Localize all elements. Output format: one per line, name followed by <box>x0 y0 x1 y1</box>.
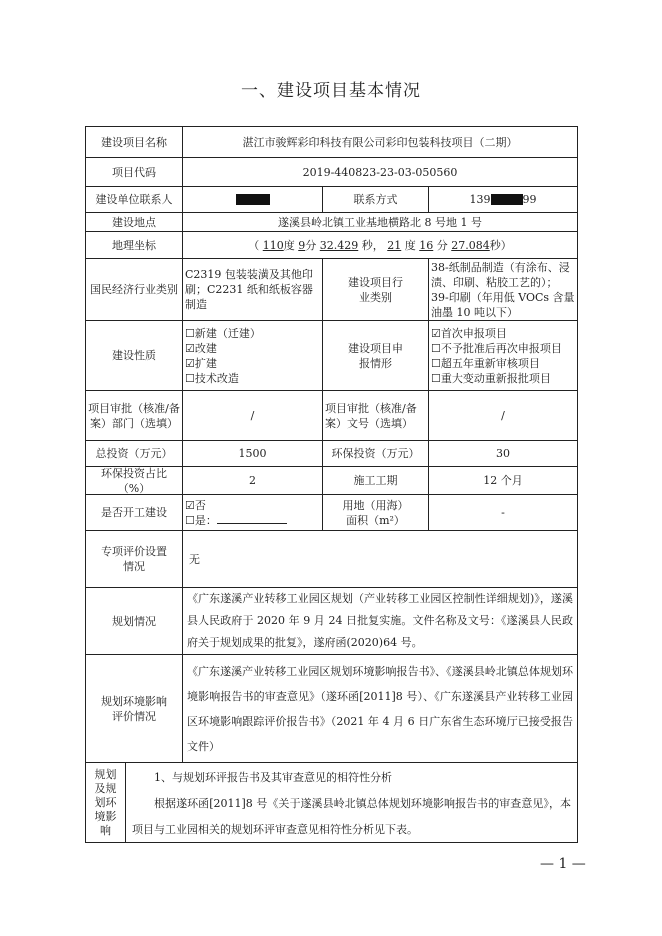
checkbox-yes[interactable]: ☐是： <box>185 513 217 527</box>
started-options <box>182 494 323 531</box>
value-env-investment: 30 <box>428 440 578 467</box>
section-title: 一、建设项目基本情况 <box>241 81 421 101</box>
label-analysis: 规划及规划环境影响 <box>85 762 126 843</box>
checkbox-major-change[interactable]: ☐重大变动重新报批项目 <box>431 371 551 385</box>
value-industry: C2319 包装装潢及其他印刷；C2231 纸和纸板容器制造 <box>182 258 323 321</box>
label-special-eval: 专项评价设置情况 <box>85 530 183 588</box>
value-project-name: 湛江市骏辉彩印科技有限公司彩印包装科技项目（二期） <box>182 126 578 158</box>
value-land-area: - <box>428 494 578 531</box>
analysis-content <box>125 762 578 843</box>
analysis-body: 根据遂环函[2011]8 号《关于遂溪县岭北镇总体规划环境影响报告书的审查意见》，本项目与工业园相关的规划环评审查意见相符性分析见下表。 <box>132 797 571 836</box>
value-project-code: 2019-440823-23-03-050560 <box>182 157 578 187</box>
label-land-area: 用地（用海）面积（m²） <box>322 494 429 531</box>
checkbox-five-years[interactable]: ☐超五年重新审核项目 <box>431 356 540 370</box>
phone-prefix: 139 <box>469 193 491 206</box>
value-contact <box>182 186 323 213</box>
label-coordinates: 地理坐标 <box>85 231 183 259</box>
page-number: — 1 — <box>540 856 586 872</box>
label-approval-dept: 项目审批（核准/备案）部门（选填） <box>85 390 183 441</box>
checkbox-no[interactable]: ☑否 <box>185 498 206 512</box>
redacted-name <box>236 194 270 205</box>
checkbox-expand[interactable]: ☑扩建 <box>185 356 217 370</box>
value-phone <box>428 186 578 213</box>
label-planning: 规划情况 <box>85 587 183 655</box>
label-construction-period: 施工工期 <box>322 466 429 495</box>
label-started: 是否开工建设 <box>85 494 183 531</box>
checkbox-new[interactable]: ☐新建（迁建） <box>185 326 261 340</box>
value-special-eval: 无 <box>182 530 578 588</box>
value-env-ratio: 2 <box>182 466 323 495</box>
value-approval-no: / <box>428 390 578 441</box>
value-approval-dept: / <box>182 390 323 441</box>
label-nature: 建设性质 <box>85 320 183 391</box>
label-approval-no: 项目审批（核准/备案）文号（选填） <box>322 390 429 441</box>
analysis-heading: 1、与规划环评报告书及其审查意见的相符性分析 <box>154 771 392 784</box>
checkbox-resubmit[interactable]: ☐不予批准后再次申报项目 <box>431 341 562 355</box>
checkbox-rebuild[interactable]: ☑改建 <box>185 341 217 355</box>
label-project-industry: 建设项目行业类别 <box>322 258 429 321</box>
value-project-industry: 38-纸制品制造（有涂布、浸渍、印刷、粘胶工艺的）；39-印刷（年用低 VOCs 含量油墨 10 吨以下） <box>428 258 578 321</box>
label-declaration: 建设项目申报情形 <box>322 320 429 391</box>
checkbox-tech[interactable]: ☐技术改造 <box>185 371 239 385</box>
label-project-name: 建设项目名称 <box>85 126 183 158</box>
label-total-investment: 总投资（万元） <box>85 440 183 467</box>
label-location: 建设地点 <box>85 212 183 232</box>
label-contact-method: 联系方式 <box>322 186 429 213</box>
value-coordinates: （ 110度 9分 32.429 秒， 21 度 16 分 27.084秒） <box>182 231 578 259</box>
value-location: 遂溪县岭北镇工业基地横路北 8 号地 1 号 <box>182 212 578 232</box>
label-industry: 国民经济行业类别 <box>85 258 183 321</box>
label-contact: 建设单位联系人 <box>85 186 183 213</box>
phone-suffix: 99 <box>522 193 537 206</box>
value-total-investment: 1500 <box>182 440 323 467</box>
value-planning: 《广东遂溪产业转移工业园区规划（产业转移工业园区控制性详细规划)》，遂溪县人民政府于 2020 年 9 月 24 日批复实施。文件名称及文号：《遂溪县人民政府关于规划成果的批复》，遂府函(2020)64 号。 <box>182 587 578 655</box>
label-env-investment: 环保投资（万元） <box>322 440 429 467</box>
value-construction-period: 12 个月 <box>428 466 578 495</box>
yes-blank-line <box>217 523 287 524</box>
checkbox-first[interactable]: ☑首次申报项目 <box>431 326 507 340</box>
value-planning-eia: 《广东遂溪产业转移工业园区规划环境影响报告书》、《遂溪县岭北镇总体规划环境影响报告书的审查意见》（遂环函[2011]8 号）、《广东遂溪县产业转移工业园区环境影响跟踪评价报告书》（2021 年 4 月 6 日广东省生态环境厅已接受报告文件） <box>182 654 578 763</box>
label-env-ratio: 环保投资占比（%） <box>85 466 183 495</box>
declaration-options <box>428 320 578 391</box>
redacted-phone <box>491 194 523 205</box>
label-project-code: 项目代码 <box>85 157 183 187</box>
label-planning-eia: 规划环境影响评价情况 <box>85 654 183 763</box>
nature-options <box>182 320 323 391</box>
